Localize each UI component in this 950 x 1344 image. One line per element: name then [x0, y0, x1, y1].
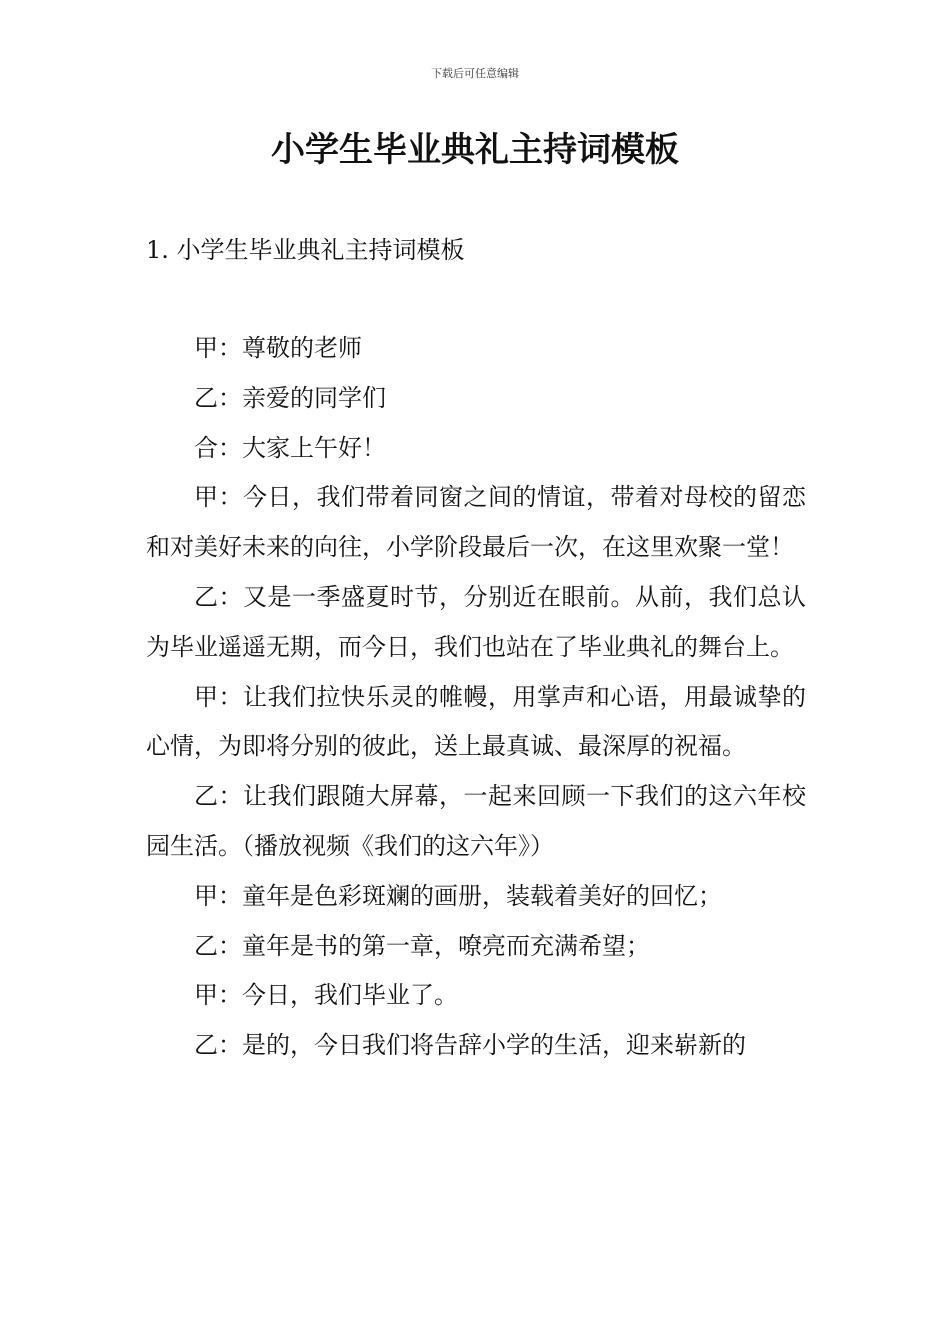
paragraph: 乙：是的，今日我们将告辞小学的生活，迎来崭新的	[194, 1031, 746, 1060]
paragraph: 乙：亲爱的同学们	[194, 383, 386, 412]
paragraph: 甲：今日，我们带着同窗之间的情谊，带着对母校的留恋和对美好未来的向往，小学阶段最后一次，在这里欢聚一堂！	[146, 483, 806, 562]
paragraph: 甲：今日，我们毕业了。	[194, 981, 458, 1010]
header-note: 下载后可任意编辑	[431, 67, 519, 80]
document-title: 小学生毕业典礼主持词模板	[271, 130, 679, 170]
section-heading: 1. 小学生毕业典礼主持词模板	[146, 236, 465, 264]
paragraph: 乙：让我们跟随大屏幕，一起来回顾一下我们的这六年校园生活。（播放视频《我们的这六年》）	[146, 782, 806, 860]
paragraph: 乙：又是一季盛夏时节，分别近在眼前。从前，我们总认为毕业遥遥无期，而今日，我们也站在了毕业典礼的舞台上。	[146, 582, 806, 661]
paragraph: 甲：童年是色彩斑斓的画册，装载着美好的回忆；	[194, 881, 722, 910]
paragraph: 合：大家上午好！	[194, 433, 386, 462]
body-text	[146, 324, 806, 1071]
paragraph: 甲：让我们拉快乐灵的帷幔，用掌声和心语，用最诚挚的心情，为即将分别的彼此，送上最真诚、最深厚的祝福。	[146, 682, 806, 761]
paragraph: 乙：童年是书的第一章，嘹亮而充满希望；	[194, 931, 650, 960]
paragraph: 甲：尊敬的老师	[194, 334, 362, 362]
